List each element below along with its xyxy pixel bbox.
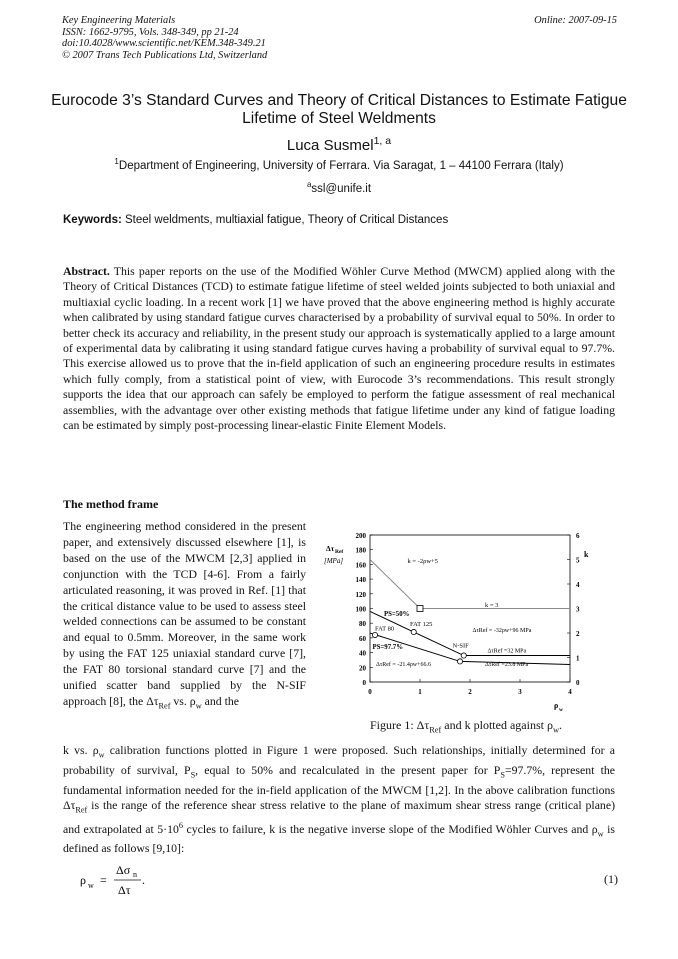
body-text: is defined as follows [9,10]: (63, 821, 615, 856)
x-axis-label: ρ (554, 701, 559, 710)
y-right-tick-label: 0 (576, 679, 580, 687)
x-tick-label: 1 (418, 688, 422, 696)
chart-svg (318, 527, 618, 722)
body-text: The engineering method considered in the present paper, and extensively discussed elsewhere [1], is based on the use of the MWCM [2,3] applied in conjunction with the TCD [4-6]. From a fairly articulated reasoning, it was proved in Ref. [1] that the critical distance value to be used to assess steel welded connections can be assumed to be constant and equal to 0.5mm. Moreover, in the same work by using the FAT 125 uniaxial standard curve [7], the FAT 80 torsional standard curve [7] and the unified scatter band supplied by the N-SIF approach [8], the (63, 519, 306, 708)
body-text: , equal to 50% and recalculated in the present paper for P (195, 762, 501, 777)
y-left-tick-label: 180 (355, 546, 366, 555)
keywords-text: Steel weldments, multiaxial fatigue, Theory of Critical Distances (125, 214, 449, 226)
y-left-axis-label: Δτ (326, 544, 335, 553)
equation-number: (1) (604, 872, 618, 886)
data-point (372, 632, 377, 637)
email-sup: a (306, 180, 312, 189)
eq-lhs-sub: w (88, 881, 94, 890)
y-right-tick-label: 4 (576, 581, 580, 589)
journal-name: Key Engineering Materials (62, 15, 176, 26)
annotation-k-const: k = 3 (485, 602, 499, 610)
figure-1-chart (318, 527, 618, 737)
svg-text:=: = (100, 873, 107, 887)
abstract (63, 264, 615, 433)
y-left-tick-label: 80 (359, 620, 366, 629)
body-text: calibration functions plotted in Figure 1 were proposed. Such relationships, initially determined for a probability of survival, P (63, 743, 615, 777)
y-right-tick-label: 6 (576, 532, 580, 540)
body-symbol: ρ (189, 693, 196, 708)
caption-sub: w (552, 725, 559, 735)
email: ssl@unife.it (311, 182, 372, 195)
y-left-tick-label: 120 (355, 590, 366, 599)
x-tick-label: 4 (568, 688, 572, 696)
author-sup: 1, a (373, 135, 392, 147)
paper-title: Eurocode 3’s Standard Curves and Theory of Critical Distances to Estimate Fatigue Lifetime of Steel Weldments (51, 92, 627, 127)
x-tick-label: 0 (368, 688, 372, 696)
data-point (411, 629, 416, 634)
data-point (461, 653, 466, 658)
y-right-tick-label: 5 (576, 556, 580, 565)
y-right-tick-label: 1 (576, 654, 580, 663)
eq-tail: . (142, 873, 145, 887)
email-line (0, 180, 678, 195)
eq-den: Δτ (118, 883, 131, 897)
body-sup: 6 (178, 820, 184, 830)
caption-text: . (559, 718, 562, 732)
caption-text: Figure 1: Δτ (370, 718, 430, 732)
annotation-k-slope: k = -2ρw+5 (407, 557, 438, 565)
y-right-axis-label: k (584, 550, 589, 559)
affiliation-sup: 1 (114, 157, 119, 166)
body-sub: w (195, 701, 202, 711)
affiliation-line (0, 157, 678, 172)
data-point (457, 659, 462, 664)
author-name: Luca Susmel (286, 137, 374, 154)
x-axis-label-sub: w (559, 707, 563, 713)
annotation-eq977: ΔτRef = -21.4ρw+66.6 (376, 661, 432, 668)
body-text: and the (201, 693, 239, 708)
y-left-tick-label: 20 (359, 664, 366, 673)
y-left-tick-label: 60 (359, 634, 366, 643)
abstract-label: Abstract. (63, 264, 110, 278)
y-right-tick-label: 3 (576, 605, 580, 614)
series-line-1 (370, 557, 570, 609)
body-text: is the range of the reference shear stress relative to the plane of maximum shear stress range (critical plane) and extrapolated at 5·10 (63, 797, 615, 836)
body-text: vs. (170, 693, 190, 708)
y-right-tick-label: 2 (576, 630, 580, 638)
body-sub: w (597, 828, 604, 838)
body-text: k vs. (63, 743, 93, 757)
body-full-width (63, 743, 615, 857)
equation-svg (78, 860, 198, 902)
x-tick-label: 2 (468, 688, 472, 696)
annotation-nsif: N-SIF (452, 642, 469, 650)
eq-num: Δσ (116, 863, 131, 877)
body-text: cycles to failure, k is the negative inverse slope of the Modified Wöhler Curves and ρ (183, 821, 598, 836)
x-tick-label: 3 (518, 688, 522, 696)
issn-line: ISSN: 1662-9795, Vols. 348-349, pp 21-24 (62, 26, 239, 38)
annotation-eq50: ΔτRef = -32ρw+96 MPa (472, 628, 532, 635)
body-sub: Ref (158, 701, 171, 711)
body-symbol: ρ (92, 743, 99, 757)
keywords-label: Keywords: (63, 214, 122, 226)
eq-lhs: ρ (80, 873, 86, 887)
y-left-tick-label: 100 (355, 605, 366, 614)
body-sub: S (190, 770, 196, 780)
affiliation: Department of Engineering, University of Ferrara. Via Saragat, 1 – 44100 Ferrara (Italy) (118, 159, 564, 172)
annotation-ps977: PS=97.7% (372, 643, 403, 651)
copyright-line: © 2007 Trans Tech Publications Ltd, Switzerland (62, 49, 268, 61)
body-symbol: Δτ (146, 693, 159, 708)
y-left-tick-label: 200 (355, 532, 366, 540)
annotation-const977: ΔτRef =23.8 MPa (485, 661, 529, 668)
eq-num-sub: n (133, 870, 137, 879)
annotation-fat80: FAT 80 (375, 625, 395, 633)
annotation-ps50: PS=50% (384, 610, 410, 618)
section-heading: The method frame (63, 497, 159, 511)
body-sub: Ref (75, 805, 88, 815)
y-left-axis-label-sub: Ref (335, 549, 344, 555)
annotation-const50: ΔτRef =32 MPa (487, 648, 527, 655)
y-left-tick-label: 160 (355, 561, 366, 570)
y-left-axis-unit: [MPa] (324, 557, 344, 565)
body-left-column (63, 519, 306, 714)
annotation-fat125: FAT 125 (410, 621, 433, 629)
body-text: =97.7%, represent the fundamental information needed for the in-field application of the MWCM [1,2]. In the above calibration functions Δτ (63, 762, 615, 812)
y-left-tick-label: 40 (359, 649, 366, 658)
y-left-tick-label: 0 (362, 679, 366, 687)
body-sub: w (98, 750, 105, 760)
author-line (0, 135, 678, 154)
figure-caption (318, 718, 614, 734)
caption-sub: Ref (429, 725, 442, 735)
doi-line: doi:10.4028/www.scientific.net/KEM.348-349.21 (62, 38, 266, 50)
abstract-text: This paper reports on the use of the Modified Wöhler Curve Method (MWCM) applied along with the Theory of Critical Distances (TCD) to estimate fatigue lifetime of steel welded joints subjected to both uniaxial and multiaxial cyclic loading. In a recent work [1] we have proved that the above engineering method is highly accurate when calibrated by using standard fatigue curves characterised by a probability of survival equal to 50%. In order to better check its accuracy and reliability, in the present study our approach is systematically applied to a large amount of experimental data by calibrating it using standard fatigue curves having a probability of survival equal to 97.7%. This exercise allowed us to prove that the in-field application of such an engineering procedure results in estimates which fully comply, from a statistical point of view, with Eurocode 3’s recommendations. This result strongly supports the idea that our approach can safely be employed to perform the fatigue assessment of real mechanical assemblies, with the advantage over other existing methods that fatigue lifetime under any kind of fatigue loading can be estimated by simply post-processing linear-elastic Finite Element Models. (63, 264, 615, 433)
online-date: Online: 2007-09-15 (534, 15, 617, 26)
body-sub: S (500, 770, 505, 780)
equation-1 (78, 860, 618, 900)
journal-header (62, 15, 267, 61)
y-left-tick-label: 140 (355, 576, 366, 585)
caption-text: and k plotted against ρ (441, 718, 553, 732)
keywords (63, 214, 448, 226)
data-point-square (417, 606, 423, 612)
